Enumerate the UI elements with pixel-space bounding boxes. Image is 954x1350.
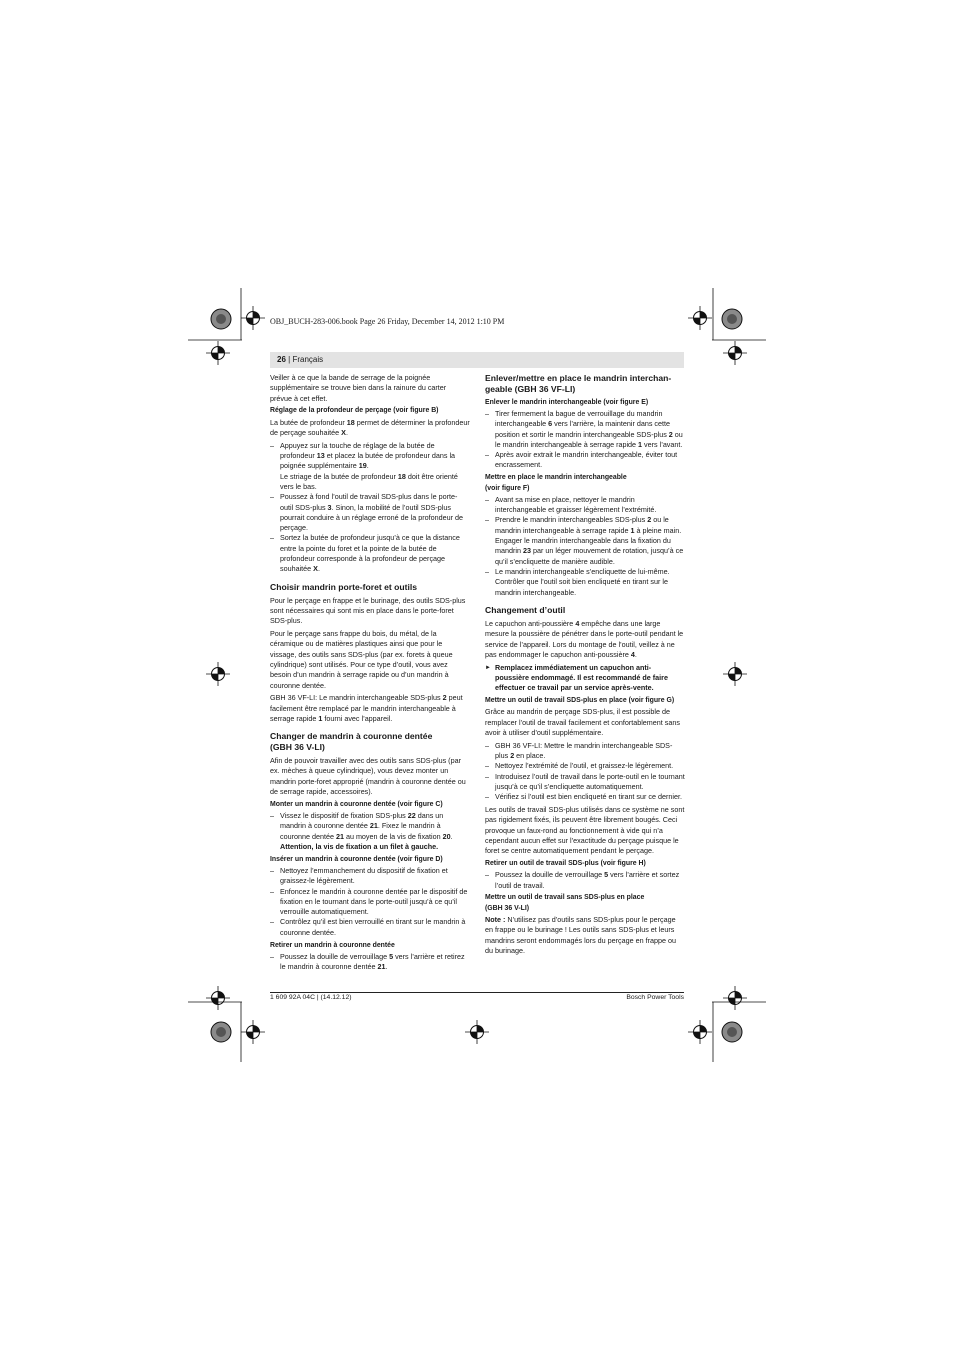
- remove-tool-heading: Retirer un outil de travail SDS-plus (voir figure H): [485, 859, 646, 867]
- list-item: – Introduisez l’outil de travail dans le porte-outil en le tournant jusqu’à ce qu’il s’encliquette automatiquement.: [485, 772, 685, 793]
- list-item: – Enfoncez le mandrin à couronne dentée par le dispositif de fixation en le tournant dans le porte-outil jusqu’à ce qu’il verrouille automatiquement.: [270, 887, 470, 918]
- tool-play-paragraph: Les outils de travail SDS-plus utilisés dans ce système ne sont pas rigidement fixés, ils peuvent être librement bougés. Ceci provoque un faux-rond au fonctionnement à vide qui n’a cependant aucun effet sur l’exactitude du perçage puisque le foret se centre automatiquement pendant le perçage.: [485, 804, 685, 856]
- insert-tool-heading: Mettre un outil de travail SDS-plus en place (voir figure G): [485, 697, 675, 704]
- list-item: – Vérifiez si l’outil est bien encliqueté en tirant sur ce dernier.: [485, 792, 685, 802]
- insert-steps: [270, 866, 470, 938]
- insert-heading: Insérer un mandrin à couronne dentée (voir figure D): [270, 855, 443, 863]
- choose-paragraph-1: Pour le perçage en frappe et le burinage, des outils SDS-plus sont nécessaires qui sont mis en place dans le porte-foret SDS-plus.: [270, 595, 466, 626]
- change-chuck-paragraph: Afin de pouvoir travailler avec des outils sans SDS-plus (par ex. mèches à queue cylindrique), vous devez monter un mandrin porte-foret approprié (mandrin à couronne dentée ou de serrage rapide, accessoires).: [270, 755, 466, 796]
- list-item: – Le mandrin interchangeable s’encliquette de lui-même. Contrôler que l’outil soit bien encliqueté en tirant sur le mandrin interchangeable.: [485, 567, 685, 598]
- list-item: – Poussez à fond l’outil de travail SDS-plus dans le porte-outil SDS-plus 3. Sinon, la mobilité de l’outil SDS-plus pourrait conduire à un réglage erroné de la profondeur de perçage.: [270, 492, 470, 533]
- exchange-heading: Enlever/mettre en place le mandrin interchan- geable (GBH 36 VF-LI): [485, 373, 672, 394]
- choose-heading: Choisir mandrin porte-foret et outils: [270, 581, 418, 592]
- list-item: – Prendre le mandrin interchangeables SDS-plus 2 ou le mandrin interchangeable à serrage rapide 1 à pleine main. Engager le mandrin interchangeable dans la fixation du mandrin 23 par un léger mouvement de rotation, jusqu’à ce qu’il s’encliquette de manière audible.: [485, 515, 685, 566]
- left-column: [270, 373, 470, 975]
- depth-heading: Réglage de la profondeur de perçage (voir figure B): [270, 407, 439, 415]
- depth-steps: [270, 441, 470, 575]
- tool-change-paragraph: Le capuchon anti-poussière 4 empêche dans une large mesure la poussière de pénétrer dans le porte-outil pendant le service de l’appareil. Lors du montage de l’outil, veillez à ne pas endommager le capuchon anti-poussière 4.: [485, 618, 684, 659]
- list-item: – Poussez la douille de verrouillage 5 vers l’arrière et sortez l’outil de travail.: [485, 870, 685, 891]
- list-item: – Vissez le dispositif de fixation SDS-plus 22 dans un mandrin à couronne dentée 21. Fixez le mandrin à couronne dentée 21 au moyen de la vis de fixation 20. Attention, la vis de fixation a un filet à gauche.: [270, 811, 470, 852]
- choose-paragraph-2: Pour le perçage sans frappe du bois, du métal, de la céramique ou de matières plastiques ainsi que pour le vissage, des outils sans SDS-plus (par ex. forets à queue cylindrique) sont utilisés. Pour ce type d’outil, vous avez besoin d’un mandrin à serrage rapide ou d’un mandrin à couronne dentée.: [270, 629, 453, 690]
- list-item: – Contrôlez qu’il est bien verrouillé en tirant sur le mandrin à couronne dentée.: [270, 917, 470, 938]
- remove-exchange-steps: [485, 409, 685, 471]
- header-separator: |: [285, 355, 293, 364]
- page-header-bar: [270, 352, 684, 368]
- list-item: – Nettoyez l’emmanchement du dispositif de fixation et graissez-le légèrement.: [270, 866, 470, 887]
- list-item: – Sortez la butée de profondeur jusqu’à ce que la distance entre la pointe du foret et la pointe de la butée de profondeur corresponde à la profondeur de perçage souhaitée X.: [270, 533, 470, 574]
- header-language: Français: [292, 355, 324, 364]
- list-item: – Tirer fermement la bague de verrouillage du mandrin interchangeable 6 vers l’arrière, la maintenir dans cette position et sortir le mandrin interchangeable SDS-plus 2 ou le mandrin interchangeable à serrage rapide 1 vers l’avant.: [485, 409, 685, 450]
- footer-docnumber: 1 609 92A 04C | (14.12.12): [270, 994, 352, 1001]
- page-header: [277, 355, 323, 364]
- choose-paragraph-3: GBH 36 VF-LI: Le mandrin interchangeable SDS-plus 2 peut facilement être remplacé par le mandrin interchangeable à serrage rapide 1 fourni avec l’appareil.: [270, 693, 463, 723]
- intro-paragraph: Veiller à ce que la bande de serrage de la poignée supplémentaire se trouve bien dans la rainure du carter prévue à cet effet.: [270, 373, 447, 403]
- insert-tool-steps: [485, 741, 685, 803]
- list-item: – Nettoyez l’extrémité de l’outil, et graissez-le légèrement.: [485, 761, 685, 771]
- list-item: – GBH 36 VF-LI: Mettre le mandrin interchangeable SDS-plus 2 en place.: [485, 741, 685, 762]
- change-chuck-heading: Changer de mandrin à couronne dentée (GBH 36 V-LI): [270, 731, 433, 752]
- right-column: [485, 373, 685, 959]
- remove-chuck-steps: [270, 952, 470, 973]
- insert-tool-paragraph: Grâce au mandrin de perçage SDS-plus, il est possible de remplacer l’outil de travail facilement et confortablement sans avoir à utiliser d’outil supplémentaire.: [485, 707, 680, 737]
- place-exchange-steps: [485, 495, 685, 598]
- mount-steps: [270, 811, 470, 852]
- footer-rule: [270, 992, 684, 993]
- depth-paragraph: La butée de profondeur 18 permet de déterminer la profondeur de perçage souhaitée X.: [270, 417, 470, 437]
- note-paragraph: Note : N’utilisez pas d’outils sans SDS-plus pour le perçage en frappe ou le burinage ! Les outils sans SDS-plus et leurs mandrins seront endommagés lors du perçage en frappe ou du burinage.: [485, 914, 676, 955]
- list-item: – Appuyez sur la touche de réglage de la butée de profondeur 13 et placez la butée de profondeur dans la poignée supplémentaire 19. Le striage de la butée de profondeur 18 doit être orienté vers le bas.: [270, 441, 470, 492]
- list-item: – Avant sa mise en place, nettoyer le mandrin interchangeable et graisser légèrement l’extrémité.: [485, 495, 685, 516]
- remove-chuck-heading: Retirer un mandrin à couronne dentée: [270, 941, 395, 949]
- remove-exchange-heading: Enlever le mandrin interchangeable (voir figure E): [485, 398, 649, 406]
- list-item: – Poussez la douille de verrouillage 5 vers l’arrière et retirez le mandrin à couronne dentée 21.: [270, 952, 470, 973]
- remove-tool-steps: [485, 870, 685, 891]
- place-exchange-heading: Mettre en place le mandrin interchangeable (voir figure F): [485, 474, 627, 492]
- tool-change-heading: Changement d’outil: [485, 604, 566, 615]
- print-slug-line: OBJ_BUCH-283-006.book Page 26 Friday, December 14, 2012 1:10 PM: [270, 317, 505, 326]
- without-sds-heading: Mettre un outil de travail sans SDS-plus en place (GBH 36 V-LI): [485, 894, 645, 912]
- page-number: 26: [277, 355, 286, 364]
- mount-heading: Monter un mandrin à couronne dentée (voir figure C): [270, 800, 443, 808]
- warning-note: ► Remplacez immédiatement un capuchon anti-poussière endommagé. Il est recommandé de faire effectuer ce travail par un service après-vente.: [485, 663, 685, 694]
- list-item: – Après avoir extrait le mandrin interchangeable, éviter tout encrassement.: [485, 450, 685, 471]
- footer-brand: Bosch Power Tools: [626, 994, 684, 1001]
